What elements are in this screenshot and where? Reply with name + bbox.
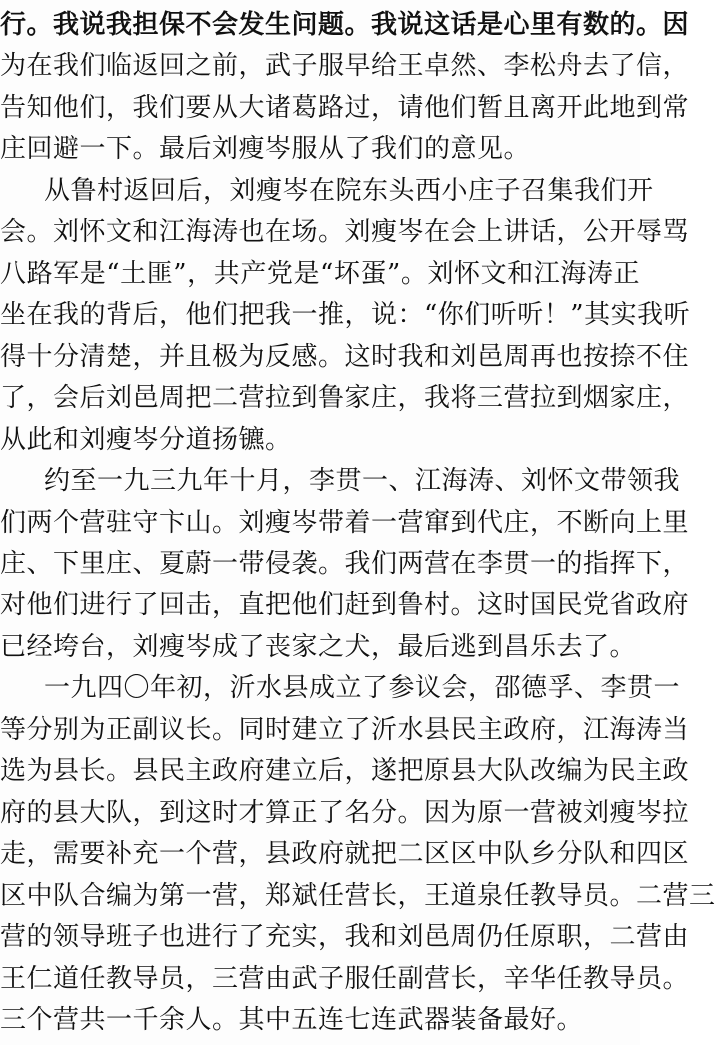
- text-line: 从此和刘瘦岑分道扬镳。: [0, 425, 292, 455]
- text-line: 区中队合编为第一营，郑斌任营长，王道泉任教导员。二营三: [0, 881, 716, 911]
- text-line: 会。刘怀文和江海涛也在场。刘瘦岑在会上讲话，公开辱骂: [0, 217, 690, 247]
- text-line: 已经垮台，刘瘦岑成了丧家之犬，最后逃到昌乐去了。: [0, 632, 637, 662]
- text-line: 走，需要补充一个营，县政府就把二区区中队乡分队和四区: [0, 839, 690, 869]
- text-line: 从鲁村返回后，刘瘦岑在院东头西小庄子召集我们开: [44, 176, 654, 206]
- text-line: 八路军是“土匪”，共产党是“坏蛋”。刘怀文和江海涛正: [0, 259, 640, 289]
- text-line: 一九四〇年初，沂水县成立了参议会，邵德孚、李贯一: [44, 673, 681, 703]
- text-line: 行。我说我担保不会发生问题。我说这话是心里有数的。因: [0, 10, 690, 40]
- text-line: 庄回避一下。最后刘瘦岑服从了我们的意见。: [0, 134, 531, 164]
- text-line: 选为县长。县民主政府建立后，遂把原县大队改编为民主政: [0, 756, 690, 786]
- text-line: 庄、下里庄、夏蔚一带侵袭。我们两营在李贯一的指挥下，: [0, 549, 690, 579]
- text-line: 三个营共一千余人。其中五连七连武器装备最好。: [0, 1005, 584, 1035]
- text-line: 得十分清楚，并且极为反感。这时我和刘邑周再也按捺不住: [0, 342, 690, 372]
- text-line: 告知他们，我们要从大诸葛路过，请他们暂且离开此地到常: [0, 93, 690, 123]
- text-line: 营的领导班子也进行了充实，我和刘邑周仍任原职，二营由: [0, 922, 690, 952]
- text-line: 坐在我的背后，他们把我一推，说：“你们听听！”其实我听: [0, 300, 691, 330]
- text-line: 等分别为正副议长。同时建立了沂水县民主政府，江海涛当: [0, 715, 690, 745]
- text-line: 对他们进行了回击，直把他们赶到鲁村。这时国民党省政府: [0, 590, 690, 620]
- text-line: 们两个营驻守卞山。刘瘦岑带着一营窜到代庄，不断向上里: [0, 508, 690, 538]
- text-line: 府的县大队，到这时才算正了名分。因为原一营被刘瘦岑拉: [0, 798, 690, 828]
- text-line: 王仁道任教导员，三营由武子服任副营长，辛华任教导员。: [0, 964, 690, 994]
- text-line: 了，会后刘邑周把二营拉到鲁家庄，我将三营拉到烟家庄，: [0, 383, 690, 413]
- text-line: 为在我们临返回之前，武子服早给王卓然、李松舟去了信，: [0, 51, 690, 81]
- text-line: 约至一九三九年十月，李贯一、江海涛、刘怀文带领我: [44, 466, 681, 496]
